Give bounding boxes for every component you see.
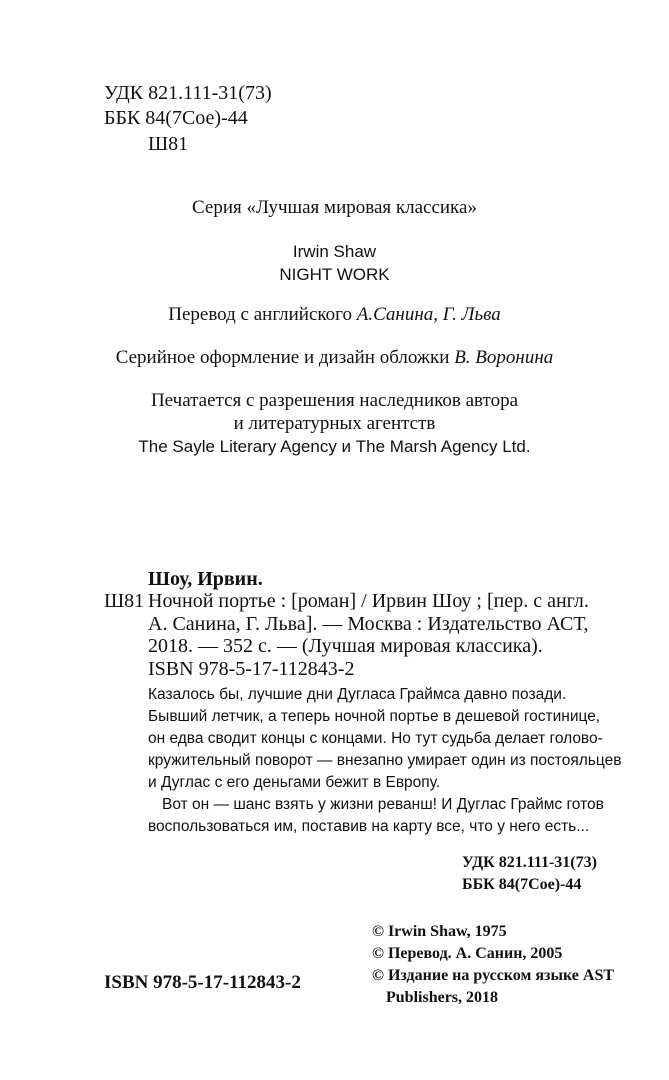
series-line: Серия «Лучшая мировая классика» — [192, 197, 477, 218]
annotation-line-2: Бывший летчик, а теперь ночной портье в дешевой гостинице, — [148, 708, 601, 725]
bbk-bottom: ББК 84(7Сое)-44 — [462, 876, 582, 893]
catalog-code: Ш81 — [104, 590, 145, 612]
permission-line-2: и литературных агентств — [233, 413, 436, 434]
author-code-top: Ш81 — [148, 133, 189, 155]
copyright-line-1: © Irwin Shaw, 1975 — [372, 923, 507, 940]
annotation-line-3: он едва сводит концы с концами. Но тут судьба делает голово- — [148, 730, 603, 747]
translation-prefix: Перевод с английского — [168, 304, 357, 325]
copyright-line-3: © Издание на русском языке AST — [372, 967, 615, 984]
copyright-line-4: Publishers, 2018 — [386, 989, 499, 1006]
translation-line — [0, 302, 669, 327]
udk-bottom: УДК 821.111-31(73) — [462, 854, 597, 871]
annotation-line-5: и Дуглас с его деньгами бежит в Европу. — [148, 774, 441, 791]
designer: В. Воронина — [454, 347, 554, 368]
design-line — [0, 345, 669, 370]
udk-top: УДК 821.111-31(73) — [104, 82, 272, 104]
catalog-line-3: 2018. — 352 с. — (Лучшая мировая классика). — [148, 635, 543, 657]
translators: А.Санина, Г. Льва — [356, 304, 501, 325]
original-title: NIGHT WORK — [279, 265, 390, 284]
catalog-line-2-text: А. Санина, Г. Льва]. — Москва : Издательство АСТ, — [148, 613, 589, 635]
annotation-line-6: Вот он — шанс взять у жизни реванш! И Дуглас Граймс готов — [162, 796, 604, 813]
bbk-top: ББК 84(7Сое)-44 — [104, 107, 248, 129]
copyright-line-2: © Перевод. А. Санин, 2005 — [372, 945, 563, 962]
catalog-author-heading: Шоу, Ирвин. — [148, 568, 263, 590]
annotation-line-4: кружительный поворот — внезапно умирает один из постояльцев — [148, 752, 622, 769]
permission-line-1: Печатается с разрешения наследников автора — [150, 390, 519, 411]
original-author: Irwin Shaw — [292, 242, 377, 261]
permission-line-3: The Sayle Literary Agency и The Marsh Agency Ltd. — [138, 437, 531, 456]
design-prefix: Серийное оформление и дизайн обложки — [115, 347, 455, 368]
annotation-line-1: Казалось бы, лучшие дни Дугласа Граймса давно позади. — [148, 686, 567, 703]
isbn-bottom: ISBN 978-5-17-112843-2 — [104, 972, 301, 993]
catalog-isbn: ISBN 978-5-17-112843-2 — [148, 658, 355, 680]
catalog-line-1-text: Ночной портье : [роман] / Ирвин Шоу ; [пер. с англ. — [148, 590, 589, 612]
annotation-line-7: воспользоваться им, поставив на карту все, что у него есть... — [148, 818, 590, 835]
